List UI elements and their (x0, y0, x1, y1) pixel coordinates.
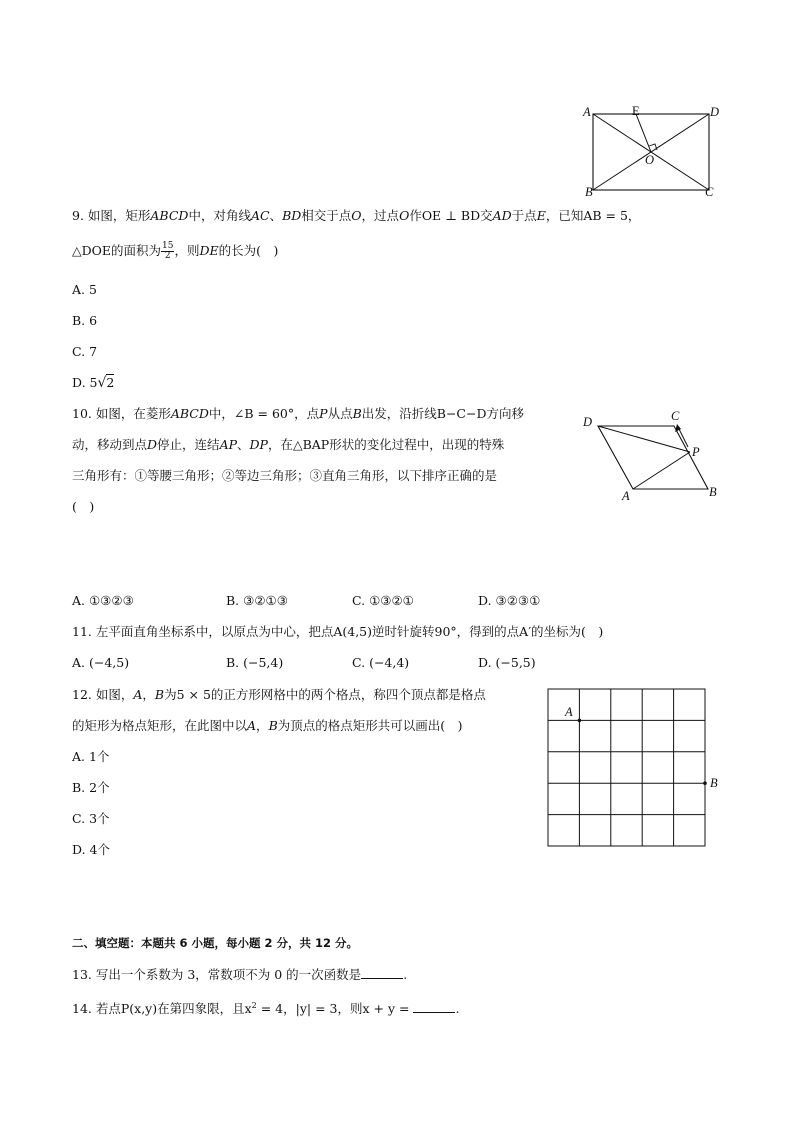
q10-label-p: P (692, 445, 700, 459)
q12-option-c[interactable]: C. 3个 (72, 811, 110, 826)
q12-grid-figure (540, 683, 730, 855)
q9-option-b[interactable]: B. 6 (72, 313, 98, 328)
q10-label-d: D (583, 415, 593, 429)
q13-stem: 13. 写出一个系数为 3，常数项不为 0 的一次函数是 . (72, 967, 408, 982)
q10-label-b: B (709, 485, 717, 499)
q12-label-b: B (710, 776, 718, 790)
q9-label-a: A (583, 105, 591, 119)
q9-label-b: B (585, 185, 593, 199)
q9-option-a[interactable]: A. 5 (72, 282, 97, 297)
q9-label-c: C (705, 185, 714, 199)
section2-heading: 二、填空题：本题共 6 小题，每小题 2 分，共 12 分。 (72, 936, 359, 950)
q10-option-a[interactable]: A. ①③②③ (72, 593, 134, 608)
q11-option-d[interactable]: D. (−5,5) (478, 655, 536, 670)
q11-option-a[interactable]: A. (−4,5) (72, 655, 130, 670)
q12-stem-line1: 12. 如图，A，B为5 × 5的正方形网格中的两个格点，称四个顶点都是格点 (72, 687, 486, 702)
q10-label-c: C (671, 409, 680, 423)
q9-rectangle-figure (575, 100, 735, 200)
q10-stem-line1: 10. 如图，在菱形ABCD中，∠B = 60°，点P从点B出发，沿折线B−C−D方向移 (72, 406, 524, 421)
q9-stem-line2: △DOE的面积为 $\frac{15}{2}$ ，则DE的长为( ) (72, 241, 279, 261)
q9-label-e: E (632, 104, 640, 118)
q9-fraction: $\frac{15}{2}$ (162, 241, 174, 261)
q12-option-d[interactable]: D. 4个 (72, 842, 110, 857)
q10-option-d[interactable]: D. ③②③① (478, 593, 541, 608)
q12-option-a[interactable]: A. 1个 (72, 749, 110, 764)
q10-stem-line3: 三角形有：①等腰三角形；②等边三角形；③直角三角形，以下排序正确的是 (72, 468, 498, 483)
sqrt-symbol: √ (97, 375, 107, 391)
q12-stem-line2: 的矩形为格点矩形，在此图中以A，B为顶点的格点矩形共可以画出( ) (72, 718, 463, 733)
q14-answer-blank[interactable] (413, 1000, 455, 1013)
q9-stem-line1: 9. 如图，矩形ABCD中，对角线AC、BD相交于点O，过点O作OE ⊥ BD交AD于点E，已知AB = 5， (72, 208, 641, 223)
q10-option-c[interactable]: C. ①③②① (352, 593, 414, 608)
q11-option-b[interactable]: B. (−5,4) (226, 655, 284, 670)
q11-stem: 11. 左平面直角坐标系中，以原点为中心，把点A(4,5)逆时针旋转90°，得到的点A′的坐标为( ) (72, 624, 604, 639)
q9-option-c[interactable]: C. 7 (72, 344, 98, 359)
q11-option-c[interactable]: C. (−4,4) (352, 655, 410, 670)
q10-option-b[interactable]: B. ③②①③ (226, 593, 288, 608)
q13-answer-blank[interactable] (361, 966, 403, 979)
q10-label-a: A (622, 489, 630, 503)
q10-rhombus-figure (578, 405, 728, 505)
q9-label-d: D (710, 105, 720, 119)
q14-stem: 14. 若点P(x,y)在第四象限，且$x^2 = 4$，|y| = 3，则x + y = . (72, 1001, 460, 1017)
q9-option-d[interactable]: D. 5√2 (72, 375, 115, 391)
q10-stem-line4: ( ) (72, 499, 95, 514)
q12-option-b[interactable]: B. 2个 (72, 780, 110, 795)
q9-label-o: O (645, 153, 655, 167)
q12-label-a: A (565, 705, 573, 719)
q10-stem-line2: 动，移动到点D停止，连结AP、DP，在△BAP形状的变化过程中，出现的特殊 (72, 437, 505, 452)
